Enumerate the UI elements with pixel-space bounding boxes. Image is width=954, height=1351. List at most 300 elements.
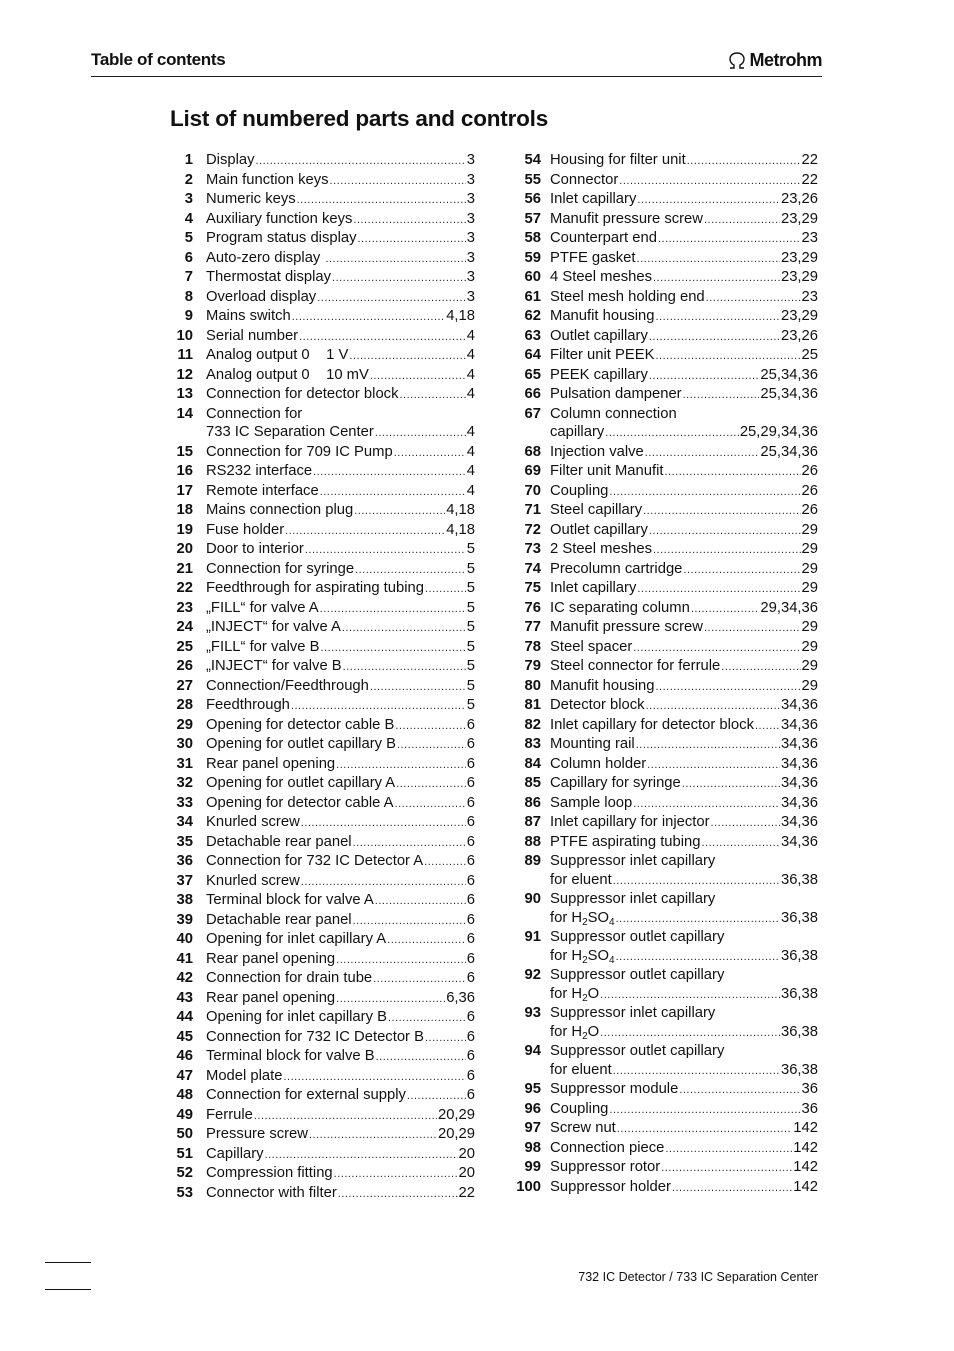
page-reference: 26 bbox=[801, 502, 818, 518]
list-item bbox=[171, 794, 475, 814]
item-number: 77 bbox=[524, 619, 541, 635]
list-item bbox=[514, 1042, 818, 1080]
leader-dots bbox=[609, 483, 800, 502]
item-label: Ferrule bbox=[206, 1106, 253, 1123]
item-label: Rear panel opening bbox=[206, 989, 336, 1006]
item-number: 92 bbox=[524, 967, 541, 983]
item-number: 6 bbox=[184, 249, 193, 266]
item-label: Suppressor outlet capillary bbox=[550, 1043, 725, 1059]
item-number: 22 bbox=[176, 580, 193, 596]
item-label: Housing for filter unit bbox=[550, 152, 686, 168]
item-number: 83 bbox=[524, 736, 541, 752]
item-number: 51 bbox=[176, 1145, 193, 1162]
leader-dots bbox=[313, 463, 466, 482]
item-number: 18 bbox=[176, 502, 193, 518]
leader-dots bbox=[619, 172, 800, 191]
leader-dots bbox=[600, 1024, 780, 1043]
list-item bbox=[514, 307, 818, 327]
list-item bbox=[171, 755, 475, 775]
item-label: Manufit pressure screw bbox=[550, 619, 703, 635]
item-number: 100 bbox=[516, 1178, 541, 1195]
page-reference: 4 bbox=[466, 424, 475, 440]
page-reference: 29 bbox=[801, 619, 818, 635]
page-reference: 36,38 bbox=[780, 909, 818, 926]
page-reference: 36,38 bbox=[780, 985, 818, 1002]
item-number: 4 bbox=[184, 210, 193, 227]
item-number: 44 bbox=[176, 1009, 193, 1025]
page-reference: 20,29 bbox=[437, 1126, 475, 1142]
page-reference: 6 bbox=[466, 950, 475, 967]
item-label: Opening for inlet capillary A bbox=[206, 931, 387, 947]
item-number: 90 bbox=[524, 891, 541, 907]
item-number: 68 bbox=[524, 443, 541, 460]
item-number: 8 bbox=[184, 288, 193, 305]
page-reference: 36,38 bbox=[780, 947, 818, 964]
page-reference: 142 bbox=[793, 1139, 818, 1156]
item-number: 34 bbox=[176, 814, 193, 830]
page-reference: 5 bbox=[466, 541, 475, 557]
list-item bbox=[514, 366, 818, 386]
list-item bbox=[514, 540, 818, 560]
item-label: PTFE aspirating tubing bbox=[550, 833, 701, 850]
page-reference: 6 bbox=[466, 970, 475, 986]
list-item bbox=[514, 268, 818, 288]
item-label: Feedthrough for aspirating tubing bbox=[206, 580, 424, 596]
item-number: 79 bbox=[524, 658, 541, 674]
leader-dots bbox=[661, 1159, 792, 1178]
list-item bbox=[171, 969, 475, 989]
item-label: Manufit housing bbox=[550, 677, 655, 694]
page-reference: 6 bbox=[466, 1009, 475, 1025]
page-reference: 6 bbox=[466, 775, 475, 791]
leader-dots bbox=[755, 717, 780, 736]
item-label: Mounting rail bbox=[550, 736, 635, 752]
page-reference: 29 bbox=[801, 638, 818, 655]
page-reference: 29 bbox=[801, 677, 818, 694]
item-number: 98 bbox=[524, 1139, 541, 1156]
page-reference: 25,34,36 bbox=[760, 443, 818, 460]
leader-dots bbox=[645, 444, 760, 463]
item-label: Column holder bbox=[550, 755, 647, 772]
list-item bbox=[171, 482, 475, 502]
item-label: Terminal block for valve B bbox=[206, 1048, 375, 1064]
item-label: Analog output 0 1 V bbox=[206, 347, 349, 363]
leader-dots bbox=[649, 522, 801, 541]
page-reference: 3 bbox=[466, 230, 475, 246]
brand-logo bbox=[727, 50, 823, 71]
list-item bbox=[171, 989, 475, 1009]
item-number: 69 bbox=[524, 463, 541, 479]
leader-dots bbox=[336, 951, 466, 970]
list-item bbox=[514, 443, 818, 463]
list-item bbox=[171, 560, 475, 580]
leader-dots bbox=[320, 483, 466, 502]
item-label: for eluent bbox=[550, 871, 612, 888]
item-number: 89 bbox=[524, 853, 541, 869]
item-label: Rear panel opening bbox=[206, 755, 336, 772]
item-number: 75 bbox=[524, 580, 541, 596]
leader-dots bbox=[616, 910, 780, 929]
page-reference: 5 bbox=[466, 677, 475, 694]
item-label: PEEK capillary bbox=[550, 366, 648, 383]
item-label: Main function keys bbox=[206, 171, 329, 188]
leader-dots bbox=[343, 658, 466, 677]
leader-dots bbox=[664, 463, 800, 482]
leader-dots bbox=[330, 172, 466, 191]
page-reference: 4 bbox=[466, 443, 475, 460]
list-item bbox=[171, 405, 475, 443]
item-label: Feedthrough bbox=[206, 697, 290, 713]
item-number: 53 bbox=[176, 1184, 193, 1201]
leader-dots bbox=[395, 795, 466, 814]
page-reference: 36 bbox=[801, 1081, 818, 1097]
item-label: Program status display bbox=[206, 230, 357, 246]
page-reference: 5 bbox=[466, 560, 475, 577]
list-item bbox=[171, 1067, 475, 1087]
item-number: 23 bbox=[176, 599, 193, 616]
leader-dots bbox=[613, 1062, 780, 1081]
item-label: 2 Steel meshes bbox=[550, 541, 652, 557]
page-reference: 3 bbox=[466, 191, 475, 207]
page-reference: 6 bbox=[466, 911, 475, 928]
leader-dots bbox=[291, 697, 466, 716]
leader-dots bbox=[658, 230, 801, 249]
list-item bbox=[171, 872, 475, 892]
page-reference: 4 bbox=[466, 327, 475, 344]
list-item bbox=[514, 833, 818, 853]
item-label: Screw nut bbox=[550, 1120, 616, 1136]
item-label: Fuse holder bbox=[206, 521, 285, 538]
page-reference: 34,36 bbox=[780, 755, 818, 772]
list-item bbox=[171, 1106, 475, 1126]
list-item bbox=[514, 151, 818, 171]
item-label: Suppressor holder bbox=[550, 1178, 671, 1195]
list-item bbox=[514, 560, 818, 580]
page-reference: 6 bbox=[466, 892, 475, 908]
leader-dots bbox=[370, 367, 466, 386]
list-item bbox=[514, 794, 818, 814]
item-label: 733 IC Separation Center bbox=[206, 424, 374, 440]
item-label: Door to interior bbox=[206, 541, 304, 557]
item-label: Detachable rear panel bbox=[206, 911, 352, 928]
item-label: Coupling bbox=[550, 1100, 609, 1117]
list-item bbox=[171, 1008, 475, 1028]
item-label: Capillary bbox=[206, 1145, 264, 1162]
page-reference: 5 bbox=[466, 697, 475, 713]
leader-dots bbox=[342, 619, 466, 638]
item-label: Pulsation dampener bbox=[550, 386, 682, 402]
leader-dots bbox=[299, 328, 466, 347]
page-reference: 3 bbox=[466, 269, 475, 285]
list-item bbox=[171, 579, 475, 599]
item-label: Display bbox=[206, 152, 255, 168]
item-number: 97 bbox=[524, 1120, 541, 1136]
item-label: Suppressor outlet capillary bbox=[550, 929, 725, 945]
list-item bbox=[514, 249, 818, 269]
leader-dots bbox=[672, 1179, 792, 1198]
item-number: 14 bbox=[176, 405, 193, 422]
list-item bbox=[171, 813, 475, 833]
page-reference: 23,26 bbox=[780, 191, 818, 207]
item-label: for $H_2O$ bbox=[550, 985, 600, 1004]
leader-dots bbox=[637, 580, 800, 599]
item-label: Capillary for syringe bbox=[550, 775, 681, 791]
page-reference: 3 bbox=[466, 171, 475, 188]
page-reference: 26 bbox=[801, 463, 818, 479]
item-label: Manufit pressure screw bbox=[550, 210, 703, 227]
item-label: Connection/Feedthrough bbox=[206, 677, 369, 694]
leader-dots bbox=[653, 269, 780, 288]
item-label: Connection for external supply bbox=[206, 1087, 406, 1103]
leader-dots bbox=[325, 250, 465, 269]
item-label: for eluent bbox=[550, 1061, 612, 1078]
item-number: 48 bbox=[176, 1087, 193, 1103]
item-label: Connection piece bbox=[550, 1139, 665, 1156]
item-number: 70 bbox=[524, 482, 541, 499]
parts-list-right-column bbox=[514, 151, 818, 1197]
leader-dots bbox=[353, 211, 465, 230]
page-reference: 6 bbox=[466, 814, 475, 830]
item-number: 74 bbox=[524, 560, 541, 577]
list-item bbox=[171, 346, 475, 366]
list-item bbox=[514, 677, 818, 697]
list-item bbox=[171, 327, 475, 347]
page-reference: 4,18 bbox=[446, 308, 475, 324]
page-reference: 34,36 bbox=[780, 833, 818, 850]
item-number: 95 bbox=[524, 1081, 541, 1097]
leader-dots bbox=[687, 152, 801, 171]
item-number: 87 bbox=[524, 814, 541, 830]
item-label: „FILL“ for valve B bbox=[206, 638, 320, 655]
leader-dots bbox=[682, 775, 780, 794]
item-label: „FILL“ for valve A bbox=[206, 599, 319, 616]
page-reference: 36,38 bbox=[780, 871, 818, 888]
list-item bbox=[171, 638, 475, 658]
page-reference: 22 bbox=[458, 1184, 475, 1201]
page-reference: 36 bbox=[801, 1100, 818, 1117]
item-number: 65 bbox=[524, 366, 541, 383]
page-reference: 6 bbox=[466, 833, 475, 850]
page-reference: 34,36 bbox=[780, 736, 818, 752]
list-item bbox=[171, 1086, 475, 1106]
list-item bbox=[171, 911, 475, 931]
item-label: „INJECT“ for valve A bbox=[206, 619, 341, 635]
leader-dots bbox=[395, 717, 465, 736]
item-number: 35 bbox=[176, 833, 193, 850]
item-number: 32 bbox=[176, 775, 193, 791]
page-reference: 4 bbox=[466, 463, 475, 479]
list-item bbox=[514, 599, 818, 619]
item-number: 55 bbox=[524, 171, 541, 188]
item-label: for $H_2SO_4$ bbox=[550, 947, 615, 966]
leader-dots bbox=[292, 308, 445, 327]
list-item bbox=[514, 928, 818, 966]
page-reference: 4,18 bbox=[446, 502, 475, 518]
list-item bbox=[514, 210, 818, 230]
leader-dots bbox=[721, 658, 800, 677]
item-number: 17 bbox=[176, 482, 193, 499]
item-number: 5 bbox=[184, 230, 193, 246]
page-reference: 23,29 bbox=[780, 210, 818, 227]
page-reference: 4,18 bbox=[446, 521, 475, 538]
item-number: 72 bbox=[524, 521, 541, 538]
item-number: 12 bbox=[176, 366, 193, 383]
page-reference: 6,36 bbox=[446, 989, 475, 1006]
list-item bbox=[171, 210, 475, 230]
item-label: Analog output 0 10 mV bbox=[206, 366, 369, 383]
item-label: Compression fitting bbox=[206, 1165, 333, 1181]
item-number: 43 bbox=[176, 989, 193, 1006]
item-number: 59 bbox=[524, 249, 541, 266]
item-number: 45 bbox=[176, 1028, 193, 1045]
item-number: 36 bbox=[176, 853, 193, 869]
item-number: 27 bbox=[176, 677, 193, 694]
list-item bbox=[171, 462, 475, 482]
item-label: Inlet capillary bbox=[550, 191, 637, 207]
page-reference: 29 bbox=[801, 658, 818, 674]
page-reference: 4 bbox=[466, 386, 475, 402]
list-item bbox=[514, 190, 818, 210]
item-number: 67 bbox=[524, 405, 541, 422]
page-reference: 6 bbox=[466, 1087, 475, 1103]
page-reference: 26 bbox=[801, 482, 818, 499]
leader-dots bbox=[396, 775, 466, 794]
item-label: Suppressor module bbox=[550, 1081, 679, 1097]
item-label: Model plate bbox=[206, 1067, 283, 1084]
list-item bbox=[171, 1047, 475, 1067]
item-number: 58 bbox=[524, 230, 541, 246]
list-item bbox=[514, 501, 818, 521]
leader-dots bbox=[376, 1048, 466, 1067]
list-item bbox=[171, 1164, 475, 1184]
leader-dots bbox=[320, 639, 465, 658]
list-item bbox=[171, 190, 475, 210]
item-label: Inlet capillary bbox=[550, 580, 637, 596]
page-reference: 142 bbox=[793, 1159, 818, 1175]
item-number: 56 bbox=[524, 191, 541, 207]
list-item bbox=[171, 599, 475, 619]
item-label: Mains connection plug bbox=[206, 502, 354, 518]
leader-dots bbox=[683, 386, 760, 405]
item-number: 91 bbox=[524, 929, 541, 945]
item-number: 25 bbox=[176, 638, 193, 655]
page-reference: 29,34,36 bbox=[760, 599, 818, 616]
page-reference: 5 bbox=[466, 580, 475, 596]
item-number: 39 bbox=[176, 911, 193, 928]
page-reference: 34,36 bbox=[780, 697, 818, 713]
page-reference: 36,38 bbox=[780, 1023, 818, 1040]
item-label: Auto-zero display bbox=[206, 249, 325, 266]
item-label: Suppressor inlet capillary bbox=[550, 1005, 716, 1021]
list-item bbox=[514, 1139, 818, 1159]
item-number: 31 bbox=[176, 755, 193, 772]
leader-dots bbox=[394, 444, 466, 463]
leader-dots bbox=[375, 892, 466, 911]
page-reference: 5 bbox=[466, 619, 475, 635]
item-number: 96 bbox=[524, 1100, 541, 1117]
list-item bbox=[514, 716, 818, 736]
item-label: Manufit housing bbox=[550, 308, 655, 324]
list-item bbox=[171, 774, 475, 794]
page-reference: 29 bbox=[801, 521, 818, 538]
list-item bbox=[514, 774, 818, 794]
page-reference: 6 bbox=[466, 1048, 475, 1064]
item-label: Thermostat display bbox=[206, 269, 332, 285]
item-label: RS232 interface bbox=[206, 463, 313, 479]
leader-dots bbox=[353, 834, 466, 853]
page-reference: 23,26 bbox=[780, 327, 818, 344]
item-label: PTFE gasket bbox=[550, 249, 636, 266]
leader-dots bbox=[399, 386, 465, 405]
list-item bbox=[514, 462, 818, 482]
list-item bbox=[171, 1125, 475, 1145]
item-number: 63 bbox=[524, 327, 541, 344]
list-item bbox=[514, 482, 818, 502]
item-number: 78 bbox=[524, 638, 541, 655]
leader-dots bbox=[633, 795, 780, 814]
page-reference: 5 bbox=[466, 658, 475, 674]
item-number: 15 bbox=[176, 443, 193, 460]
list-item bbox=[514, 813, 818, 833]
leader-dots bbox=[704, 619, 801, 638]
item-number: 28 bbox=[176, 697, 193, 713]
leader-dots bbox=[297, 191, 466, 210]
item-label: Connection for bbox=[206, 405, 303, 422]
item-number: 60 bbox=[524, 269, 541, 285]
leader-dots bbox=[655, 347, 800, 366]
item-number: 24 bbox=[176, 619, 193, 635]
leader-dots bbox=[637, 250, 780, 269]
list-item bbox=[171, 1028, 475, 1048]
leader-dots bbox=[265, 1146, 458, 1165]
item-label: Steel spacer bbox=[550, 638, 633, 655]
item-label: Knurled screw bbox=[206, 814, 300, 830]
leader-dots bbox=[679, 1081, 800, 1100]
list-item bbox=[171, 229, 475, 249]
item-number: 80 bbox=[524, 677, 541, 694]
page-reference: 4 bbox=[466, 366, 475, 383]
item-label: Rear panel opening bbox=[206, 950, 336, 967]
item-number: 99 bbox=[524, 1159, 541, 1175]
list-item bbox=[514, 966, 818, 1004]
item-label: Connector with filter bbox=[206, 1184, 337, 1201]
page-reference: 23,29 bbox=[780, 249, 818, 266]
item-label: Outlet capillary bbox=[550, 327, 648, 344]
leader-dots bbox=[425, 1029, 466, 1048]
page-corner-rule-top bbox=[45, 1262, 91, 1263]
page-reference: 3 bbox=[466, 288, 475, 305]
leader-dots bbox=[613, 872, 780, 891]
page-reference: 142 bbox=[793, 1178, 818, 1195]
page-reference: 25,34,36 bbox=[760, 366, 818, 383]
item-number: 64 bbox=[524, 347, 541, 363]
item-number: 9 bbox=[184, 308, 193, 324]
item-label: Overload display bbox=[206, 288, 317, 305]
item-label: Connection for detector block bbox=[206, 386, 399, 402]
item-number: 19 bbox=[176, 521, 193, 538]
list-item bbox=[171, 657, 475, 677]
list-item bbox=[514, 1004, 818, 1042]
list-item bbox=[514, 1178, 818, 1198]
item-number: 7 bbox=[184, 269, 193, 285]
item-label: Mains switch bbox=[206, 308, 291, 324]
item-number: 42 bbox=[176, 970, 193, 986]
leader-dots bbox=[320, 600, 466, 619]
item-number: 37 bbox=[176, 872, 193, 889]
item-label: for $H_2O$ bbox=[550, 1023, 600, 1042]
page-reference: 142 bbox=[793, 1120, 818, 1136]
parts-list-left-column bbox=[171, 151, 475, 1203]
